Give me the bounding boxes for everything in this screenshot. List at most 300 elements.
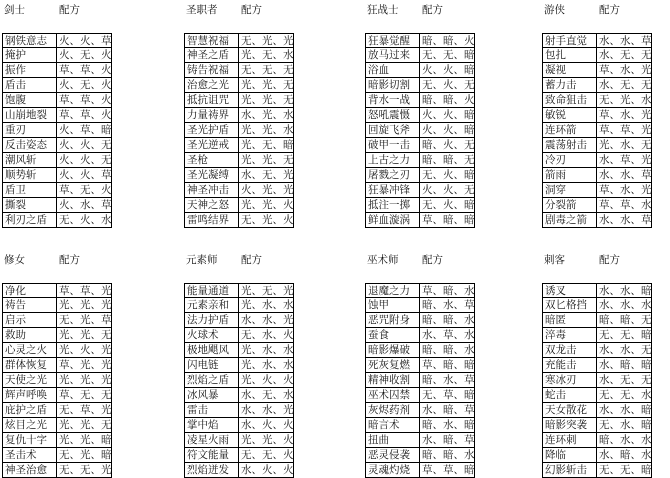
recipe-cell[interactable]: 无、无、光 bbox=[59, 464, 112, 476]
recipe-cell[interactable]: 光、火、火 bbox=[241, 374, 294, 386]
recipe-cell[interactable]: 水、暗、暗 bbox=[599, 359, 652, 371]
recipe-cell[interactable]: 火、火、无 bbox=[59, 154, 112, 166]
recipe-cell[interactable]: 水、暗、草 bbox=[422, 434, 475, 446]
recipe-cell[interactable]: 光、无、暗 bbox=[241, 139, 294, 151]
recipe-cell[interactable]: 无、草、光 bbox=[59, 404, 112, 416]
recipe-cell[interactable]: 无、无、暗 bbox=[422, 49, 475, 61]
skill-name-cell[interactable]: 圣光护盾 bbox=[184, 123, 239, 138]
skill-name-cell[interactable]: 符文能量 bbox=[184, 448, 239, 463]
skill-name-cell[interactable]: 复仇十字 bbox=[2, 433, 57, 448]
recipe-cell[interactable]: 光、光、火 bbox=[241, 199, 294, 211]
table-row bbox=[184, 108, 294, 123]
recipe-cell[interactable]: 草、草、火 bbox=[59, 109, 112, 121]
class-name-cell[interactable]: 元素师 bbox=[186, 254, 218, 266]
recipe-cell[interactable]: 火、火、无 bbox=[59, 139, 112, 151]
recipe-cell[interactable]: 水、水、光 bbox=[241, 404, 294, 416]
recipe-cell[interactable]: 光、光、无 bbox=[241, 154, 294, 166]
class-name-cell[interactable]: 游侠 bbox=[544, 4, 565, 16]
table-row bbox=[365, 403, 475, 418]
recipe-header-cell[interactable]: 配方 bbox=[59, 254, 80, 266]
table-row bbox=[184, 138, 294, 153]
recipe-cell[interactable]: 水、火、火 bbox=[241, 464, 294, 476]
skill-name-cell[interactable]: 退魔之力 bbox=[365, 283, 420, 298]
table-header-row bbox=[184, 3, 294, 18]
skill-name-cell[interactable]: 连环刺 bbox=[542, 433, 597, 448]
skill-name-cell[interactable]: 元素亲和 bbox=[184, 298, 239, 313]
empty-cell[interactable] bbox=[365, 268, 420, 283]
class-name-cell[interactable]: 刺客 bbox=[544, 254, 565, 266]
recipe-cell[interactable]: 草、无、火 bbox=[59, 184, 112, 196]
table-row bbox=[184, 213, 294, 228]
skill-name-cell[interactable]: 蓄力击 bbox=[542, 78, 597, 93]
class-table bbox=[542, 3, 652, 228]
table-row bbox=[365, 433, 475, 448]
recipe-cell[interactable]: 暗、暗、水 bbox=[422, 314, 475, 326]
table-row bbox=[365, 138, 475, 153]
table-row bbox=[542, 198, 652, 213]
recipe-cell[interactable]: 水、无、无 bbox=[599, 79, 652, 91]
recipe-cell[interactable]: 火、无、火 bbox=[59, 49, 112, 61]
table-row bbox=[2, 198, 112, 213]
recipe-cell[interactable]: 水、水、暗 bbox=[599, 404, 652, 416]
recipe-cell[interactable]: 水、无、无 bbox=[599, 49, 652, 61]
skill-name-cell[interactable]: 烈焰之盾 bbox=[184, 373, 239, 388]
recipe-cell[interactable]: 火、火、草 bbox=[59, 35, 112, 47]
recipe-cell[interactable]: 光、光、无 bbox=[241, 79, 294, 91]
empty-cell[interactable] bbox=[239, 18, 294, 33]
empty-cell[interactable] bbox=[365, 18, 420, 33]
skill-name-cell[interactable]: 屠戮之刃 bbox=[365, 168, 420, 183]
skill-name-cell[interactable]: 恶咒附身 bbox=[365, 313, 420, 328]
recipe-cell[interactable]: 草、水、光 bbox=[599, 184, 652, 196]
recipe-cell[interactable]: 光、光、无 bbox=[59, 329, 112, 341]
recipe-cell[interactable]: 草、水、光 bbox=[599, 109, 652, 121]
recipe-cell[interactable]: 光、无、水 bbox=[241, 49, 294, 61]
skill-name-cell[interactable]: 撕裂 bbox=[2, 198, 57, 213]
recipe-cell[interactable]: 水、无、水 bbox=[241, 389, 294, 401]
skill-name-cell[interactable]: 雷鸣结界 bbox=[184, 213, 239, 228]
recipe-cell[interactable]: 光、无、光 bbox=[241, 285, 294, 297]
skill-name-cell[interactable]: 法力护盾 bbox=[184, 313, 239, 328]
recipe-cell[interactable]: 无、火、无 bbox=[422, 79, 475, 91]
skill-name-cell[interactable]: 群体恢复 bbox=[2, 358, 57, 373]
blank-row bbox=[365, 268, 475, 283]
table-row bbox=[365, 343, 475, 358]
table-header-row bbox=[365, 253, 475, 268]
skill-name-cell[interactable]: 掌中焰 bbox=[184, 418, 239, 433]
skill-name-cell[interactable]: 神圣治愈 bbox=[2, 463, 57, 478]
skill-name-cell[interactable]: 双龙击 bbox=[542, 343, 597, 358]
recipe-cell[interactable]: 无、光、水 bbox=[599, 94, 652, 106]
table-row bbox=[2, 123, 112, 138]
skill-name-cell[interactable]: 灰烬药剂 bbox=[365, 403, 420, 418]
recipe-cell[interactable]: 水、火、火 bbox=[241, 419, 294, 431]
table-row bbox=[2, 48, 112, 63]
recipe-header-cell[interactable]: 配方 bbox=[241, 254, 262, 266]
table-row bbox=[2, 373, 112, 388]
skill-name-cell[interactable]: 充能击 bbox=[542, 358, 597, 373]
skill-name-cell[interactable]: 炫目之光 bbox=[2, 418, 57, 433]
skill-name-cell[interactable]: 反击姿态 bbox=[2, 138, 57, 153]
recipe-cell[interactable]: 草、暗、暗 bbox=[422, 214, 475, 226]
skill-name-cell[interactable]: 恶灵侵袭 bbox=[365, 448, 420, 463]
table-row bbox=[542, 463, 652, 478]
skill-name-cell[interactable]: 饱腹 bbox=[2, 93, 57, 108]
class-name-cell[interactable]: 剑士 bbox=[4, 4, 25, 16]
recipe-cell[interactable]: 水、水、草 bbox=[599, 35, 652, 47]
skill-name-cell[interactable]: 抵注一掷 bbox=[365, 198, 420, 213]
skill-name-cell[interactable]: 暗影切割 bbox=[365, 78, 420, 93]
recipe-cell[interactable]: 暗、暗、无 bbox=[422, 154, 475, 166]
skill-name-cell[interactable]: 圣枪 bbox=[184, 153, 239, 168]
skill-name-cell[interactable]: 上古之力 bbox=[365, 153, 420, 168]
recipe-cell[interactable]: 水、暗、草 bbox=[422, 404, 475, 416]
blank-row bbox=[2, 18, 112, 33]
skill-name-cell[interactable]: 扭曲 bbox=[365, 433, 420, 448]
skill-name-cell[interactable]: 浴血 bbox=[365, 63, 420, 78]
skill-name-cell[interactable]: 极地飓风 bbox=[184, 343, 239, 358]
recipe-cell[interactable]: 草、无、无 bbox=[59, 389, 112, 401]
skill-name-cell[interactable]: 天使之光 bbox=[2, 373, 57, 388]
class-name-cell[interactable]: 狂战士 bbox=[367, 4, 399, 16]
skill-name-cell[interactable]: 放马过来 bbox=[365, 48, 420, 63]
skill-name-cell[interactable]: 雷击 bbox=[184, 403, 239, 418]
recipe-cell[interactable]: 无、无、暗 bbox=[599, 464, 652, 476]
class-name-cell[interactable]: 圣职者 bbox=[186, 4, 218, 16]
skill-name-cell[interactable]: 圣光逆戒 bbox=[184, 138, 239, 153]
recipe-cell[interactable]: 水、草、水 bbox=[422, 329, 475, 341]
recipe-cell[interactable]: 火、草、暗 bbox=[59, 124, 112, 136]
empty-cell[interactable] bbox=[184, 18, 239, 33]
recipe-cell[interactable]: 草、暗、水 bbox=[422, 285, 475, 297]
skill-name-cell[interactable]: 蚀甲 bbox=[365, 298, 420, 313]
skill-name-cell[interactable]: 振作 bbox=[2, 63, 57, 78]
table-row bbox=[542, 418, 652, 433]
skill-name-cell[interactable]: 重刃 bbox=[2, 123, 57, 138]
class-name-cell[interactable]: 巫术师 bbox=[367, 254, 399, 266]
recipe-cell[interactable]: 无、水、暗 bbox=[599, 419, 652, 431]
skill-name-cell[interactable]: 力量祷界 bbox=[184, 108, 239, 123]
recipe-cell[interactable]: 草、水、光 bbox=[599, 64, 652, 76]
recipe-cell[interactable]: 火、水、草 bbox=[59, 199, 112, 211]
skill-name-cell[interactable]: 射手直觉 bbox=[542, 33, 597, 48]
recipe-cell[interactable]: 无、无、水 bbox=[599, 389, 652, 401]
table-row bbox=[542, 213, 652, 228]
skill-name-cell[interactable]: 天女散花 bbox=[542, 403, 597, 418]
table-header-row bbox=[542, 3, 652, 18]
skill-name-cell[interactable]: 敏锐 bbox=[542, 108, 597, 123]
table-row bbox=[2, 403, 112, 418]
skill-name-cell[interactable]: 凝视 bbox=[542, 63, 597, 78]
class-table bbox=[2, 253, 112, 478]
skill-name-cell[interactable]: 烈焰迸发 bbox=[184, 463, 239, 478]
skill-name-cell[interactable]: 暗影爆破 bbox=[365, 343, 420, 358]
table-header-row bbox=[2, 3, 112, 18]
skill-name-cell[interactable]: 智慧祝福 bbox=[184, 33, 239, 48]
recipe-cell[interactable]: 火、火、暗 bbox=[422, 64, 475, 76]
recipe-cell[interactable]: 水、水、水 bbox=[599, 299, 652, 311]
recipe-header-cell[interactable]: 配方 bbox=[59, 4, 80, 16]
skill-name-cell[interactable]: 背水一战 bbox=[365, 93, 420, 108]
skill-name-cell[interactable]: 震荡射击 bbox=[542, 138, 597, 153]
empty-cell[interactable] bbox=[57, 268, 112, 283]
skill-name-cell[interactable]: 降临 bbox=[542, 448, 597, 463]
recipe-cell[interactable]: 无、光、火 bbox=[241, 214, 294, 226]
recipe-cell[interactable]: 火、光、光 bbox=[241, 184, 294, 196]
recipe-cell[interactable]: 草、草、火 bbox=[59, 94, 112, 106]
skill-name-cell[interactable]: 洞穿 bbox=[542, 183, 597, 198]
recipe-cell[interactable]: 无、光、光 bbox=[241, 35, 294, 47]
recipe-cell[interactable]: 无、水、火 bbox=[241, 329, 294, 341]
recipe-cell[interactable]: 光、水、水 bbox=[241, 359, 294, 371]
recipe-cell[interactable]: 无、草、暗 bbox=[422, 389, 475, 401]
recipe-cell[interactable]: 草、草、光 bbox=[59, 285, 112, 297]
recipe-cell[interactable]: 光、光、光 bbox=[59, 299, 112, 311]
empty-cell[interactable] bbox=[420, 268, 475, 283]
recipe-cell[interactable]: 光、水、无 bbox=[599, 139, 652, 151]
recipe-cell[interactable]: 水、水、草 bbox=[599, 169, 652, 181]
skill-name-cell[interactable]: 诱叉 bbox=[542, 283, 597, 298]
recipe-cell[interactable]: 草、暗、暗 bbox=[422, 359, 475, 371]
skill-name-cell[interactable]: 抵抗诅咒 bbox=[184, 93, 239, 108]
skill-name-cell[interactable]: 净化 bbox=[2, 283, 57, 298]
recipe-cell[interactable]: 无、光、草 bbox=[59, 314, 112, 326]
skill-name-cell[interactable]: 巫术囚禁 bbox=[365, 388, 420, 403]
skill-name-cell[interactable]: 暗匿 bbox=[542, 313, 597, 328]
empty-cell[interactable] bbox=[597, 268, 652, 283]
recipe-cell[interactable]: 草、草、暗 bbox=[422, 464, 475, 476]
recipe-header-cell[interactable]: 配方 bbox=[241, 4, 262, 16]
recipe-cell[interactable]: 火、无、火 bbox=[59, 79, 112, 91]
table-row bbox=[542, 123, 652, 138]
table-row bbox=[365, 48, 475, 63]
table-row bbox=[365, 448, 475, 463]
table-row bbox=[542, 433, 652, 448]
table-row bbox=[542, 78, 652, 93]
recipe-cell[interactable]: 光、光、水 bbox=[241, 124, 294, 136]
recipe-header-cell[interactable]: 配方 bbox=[422, 254, 443, 266]
skill-name-cell[interactable]: 能量通道 bbox=[184, 283, 239, 298]
skill-name-cell[interactable]: 盾卫 bbox=[2, 183, 57, 198]
empty-cell[interactable] bbox=[2, 268, 57, 283]
skill-name-cell[interactable]: 连环箭 bbox=[542, 123, 597, 138]
recipe-cell[interactable]: 无、火、水 bbox=[59, 214, 112, 226]
table-header-row bbox=[542, 253, 652, 268]
recipe-cell[interactable]: 暗、暗、水 bbox=[422, 449, 475, 461]
empty-cell[interactable] bbox=[542, 18, 597, 33]
recipe-cell[interactable]: 草、光、光 bbox=[59, 359, 112, 371]
table-row bbox=[365, 283, 475, 298]
empty-cell[interactable] bbox=[184, 268, 239, 283]
recipe-cell[interactable]: 无、无、暗 bbox=[599, 329, 652, 341]
recipe-cell[interactable]: 草、草、水 bbox=[599, 199, 652, 211]
skill-name-cell[interactable]: 掩护 bbox=[2, 48, 57, 63]
skill-name-cell[interactable]: 分裂箭 bbox=[542, 198, 597, 213]
skill-name-cell[interactable]: 铸告祝福 bbox=[184, 63, 239, 78]
blank-row bbox=[542, 268, 652, 283]
skill-name-cell[interactable]: 圣击术 bbox=[2, 448, 57, 463]
table-row bbox=[184, 433, 294, 448]
table-row bbox=[2, 183, 112, 198]
recipe-cell[interactable]: 无、光、暗 bbox=[59, 449, 112, 461]
skill-name-cell[interactable]: 鲜血漩涡 bbox=[365, 213, 420, 228]
table-row bbox=[365, 388, 475, 403]
empty-cell[interactable] bbox=[542, 268, 597, 283]
skill-name-cell[interactable]: 怒吼震慑 bbox=[365, 108, 420, 123]
skill-name-cell[interactable]: 闪电链 bbox=[184, 358, 239, 373]
empty-cell[interactable] bbox=[2, 18, 57, 33]
recipe-cell[interactable]: 暗、暗、火 bbox=[422, 94, 475, 106]
recipe-cell[interactable]: 暗、暗、水 bbox=[422, 344, 475, 356]
table-row bbox=[184, 418, 294, 433]
skill-name-cell[interactable]: 淬毒 bbox=[542, 328, 597, 343]
table-header-row bbox=[184, 253, 294, 268]
table-row bbox=[2, 463, 112, 478]
skill-name-cell[interactable]: 幻影斩击 bbox=[542, 463, 597, 478]
table-row bbox=[184, 388, 294, 403]
recipe-cell[interactable]: 光、光、火 bbox=[241, 434, 294, 446]
recipe-cell[interactable]: 水、水、无 bbox=[599, 344, 652, 356]
skill-name-cell[interactable]: 盾击 bbox=[2, 78, 57, 93]
skill-name-cell[interactable]: 精神收割 bbox=[365, 373, 420, 388]
skill-name-cell[interactable]: 破甲一击 bbox=[365, 138, 420, 153]
recipe-cell[interactable]: 无、无、火 bbox=[241, 449, 294, 461]
skill-name-cell[interactable]: 祷告 bbox=[2, 298, 57, 313]
skill-name-cell[interactable]: 蛇击 bbox=[542, 388, 597, 403]
table-row bbox=[184, 463, 294, 478]
recipe-cell[interactable]: 光、光、光 bbox=[59, 374, 112, 386]
recipe-cell[interactable]: 暗、暗、火 bbox=[422, 35, 475, 47]
recipe-cell[interactable]: 暗、水、草 bbox=[422, 374, 475, 386]
skill-name-cell[interactable]: 回旋飞斧 bbox=[365, 123, 420, 138]
recipe-header-cell[interactable]: 配方 bbox=[422, 4, 443, 16]
recipe-cell[interactable]: 无、火、暗 bbox=[422, 169, 475, 181]
skill-name-cell[interactable]: 救助 bbox=[2, 328, 57, 343]
skill-name-cell[interactable]: 暗言术 bbox=[365, 418, 420, 433]
recipe-cell[interactable]: 火、火、暗 bbox=[422, 109, 475, 121]
table-row bbox=[365, 328, 475, 343]
recipe-cell[interactable]: 暗、水、草 bbox=[422, 299, 475, 311]
empty-cell[interactable] bbox=[239, 268, 294, 283]
table-row bbox=[365, 313, 475, 328]
skill-name-cell[interactable]: 蚕食 bbox=[365, 328, 420, 343]
skill-name-cell[interactable]: 暗影突袭 bbox=[542, 418, 597, 433]
recipe-cell[interactable]: 水、水、光 bbox=[241, 314, 294, 326]
recipe-cell[interactable]: 暗、暗、无 bbox=[599, 314, 652, 326]
skill-name-cell[interactable]: 心灵之火 bbox=[2, 343, 57, 358]
skill-name-cell[interactable]: 神圣之盾 bbox=[184, 48, 239, 63]
table-row bbox=[184, 183, 294, 198]
skill-name-cell[interactable]: 狂暴觉醒 bbox=[365, 33, 420, 48]
skill-name-cell[interactable]: 灵魂灼烧 bbox=[365, 463, 420, 478]
recipe-cell[interactable]: 光、水、水 bbox=[241, 344, 294, 356]
skill-name-cell[interactable]: 辉声呼唤 bbox=[2, 388, 57, 403]
empty-cell[interactable] bbox=[57, 18, 112, 33]
recipe-cell[interactable]: 火、火、暗 bbox=[422, 124, 475, 136]
recipe-cell[interactable]: 无、无、无 bbox=[241, 64, 294, 76]
recipe-cell[interactable]: 水、无、无 bbox=[599, 374, 652, 386]
skill-name-cell[interactable]: 庇护之盾 bbox=[2, 403, 57, 418]
skill-name-cell[interactable]: 双匕格挡 bbox=[542, 298, 597, 313]
skill-name-cell[interactable]: 启示 bbox=[2, 313, 57, 328]
skill-name-cell[interactable]: 剧毒之箭 bbox=[542, 213, 597, 228]
table-row bbox=[2, 388, 112, 403]
recipe-cell[interactable]: 火、火、无 bbox=[422, 184, 475, 196]
recipe-cell[interactable]: 光、水、水 bbox=[241, 299, 294, 311]
skill-name-cell[interactable]: 利刃之盾 bbox=[2, 213, 57, 228]
table-row bbox=[184, 283, 294, 298]
class-name-cell[interactable]: 修女 bbox=[4, 254, 25, 266]
recipe-cell[interactable]: 草、草、火 bbox=[59, 64, 112, 76]
table-row bbox=[542, 343, 652, 358]
skill-name-cell[interactable]: 潮风斩 bbox=[2, 153, 57, 168]
recipe-cell[interactable]: 水、光、水 bbox=[241, 109, 294, 121]
recipe-cell[interactable]: 水、水、暗 bbox=[599, 285, 652, 297]
table-row bbox=[184, 373, 294, 388]
skill-name-cell[interactable]: 致命狙击 bbox=[542, 93, 597, 108]
skill-name-cell[interactable]: 冷刃 bbox=[542, 153, 597, 168]
recipe-cell[interactable]: 暗、水、水 bbox=[599, 434, 652, 446]
skill-name-cell[interactable]: 死灰复燃 bbox=[365, 358, 420, 373]
table-row bbox=[2, 153, 112, 168]
skill-name-cell[interactable]: 凌星火雨 bbox=[184, 433, 239, 448]
skill-name-cell[interactable]: 寒冰刃 bbox=[542, 373, 597, 388]
table-row bbox=[184, 358, 294, 373]
skill-name-cell[interactable]: 天神之怒 bbox=[184, 198, 239, 213]
table-row bbox=[542, 33, 652, 48]
skill-name-cell[interactable]: 钢铁意志 bbox=[2, 33, 57, 48]
recipe-cell[interactable]: 水、草、光 bbox=[599, 154, 652, 166]
table-row bbox=[365, 63, 475, 78]
skill-name-cell[interactable]: 箭雨 bbox=[542, 168, 597, 183]
recipe-cell[interactable]: 草、草、光 bbox=[599, 124, 652, 136]
recipe-cell[interactable]: 光、火、光 bbox=[59, 344, 112, 356]
recipe-cell[interactable]: 光、光、暗 bbox=[59, 434, 112, 446]
recipe-cell[interactable]: 光、光、无 bbox=[241, 94, 294, 106]
skill-name-cell[interactable]: 顺势斩 bbox=[2, 168, 57, 183]
skill-name-cell[interactable]: 冰风暴 bbox=[184, 388, 239, 403]
recipe-cell[interactable]: 火、火、草 bbox=[59, 169, 112, 181]
recipe-header-cell[interactable]: 配方 bbox=[599, 4, 620, 16]
class-table bbox=[184, 253, 294, 478]
table-row bbox=[184, 403, 294, 418]
table-row bbox=[2, 168, 112, 183]
empty-cell[interactable] bbox=[597, 18, 652, 33]
blank-row bbox=[2, 268, 112, 283]
recipe-cell[interactable]: 水、无、光 bbox=[241, 169, 294, 181]
recipe-cell[interactable]: 暗、火、无 bbox=[422, 139, 475, 151]
skill-name-cell[interactable]: 山崩地裂 bbox=[2, 108, 57, 123]
table-row bbox=[184, 343, 294, 358]
empty-cell[interactable] bbox=[420, 18, 475, 33]
table-row bbox=[184, 153, 294, 168]
recipe-cell[interactable]: 暗、水、暗 bbox=[422, 419, 475, 431]
recipe-cell[interactable]: 水、水、草 bbox=[599, 214, 652, 226]
recipe-cell[interactable]: 水、暗、水 bbox=[599, 449, 652, 461]
skill-name-cell[interactable]: 治愈之光 bbox=[184, 78, 239, 93]
recipe-cell[interactable]: 光、光、无 bbox=[59, 419, 112, 431]
table-row bbox=[365, 373, 475, 388]
skill-name-cell[interactable]: 圣光凝缚 bbox=[184, 168, 239, 183]
skill-name-cell[interactable]: 狂暴冲锋 bbox=[365, 183, 420, 198]
recipe-cell[interactable]: 无、火、暗 bbox=[422, 199, 475, 211]
skill-name-cell[interactable]: 火球术 bbox=[184, 328, 239, 343]
skill-name-cell[interactable]: 包扎 bbox=[542, 48, 597, 63]
recipe-header-cell[interactable]: 配方 bbox=[599, 254, 620, 266]
table-row bbox=[365, 183, 475, 198]
table-row bbox=[365, 198, 475, 213]
skill-name-cell[interactable]: 神圣冲击 bbox=[184, 183, 239, 198]
